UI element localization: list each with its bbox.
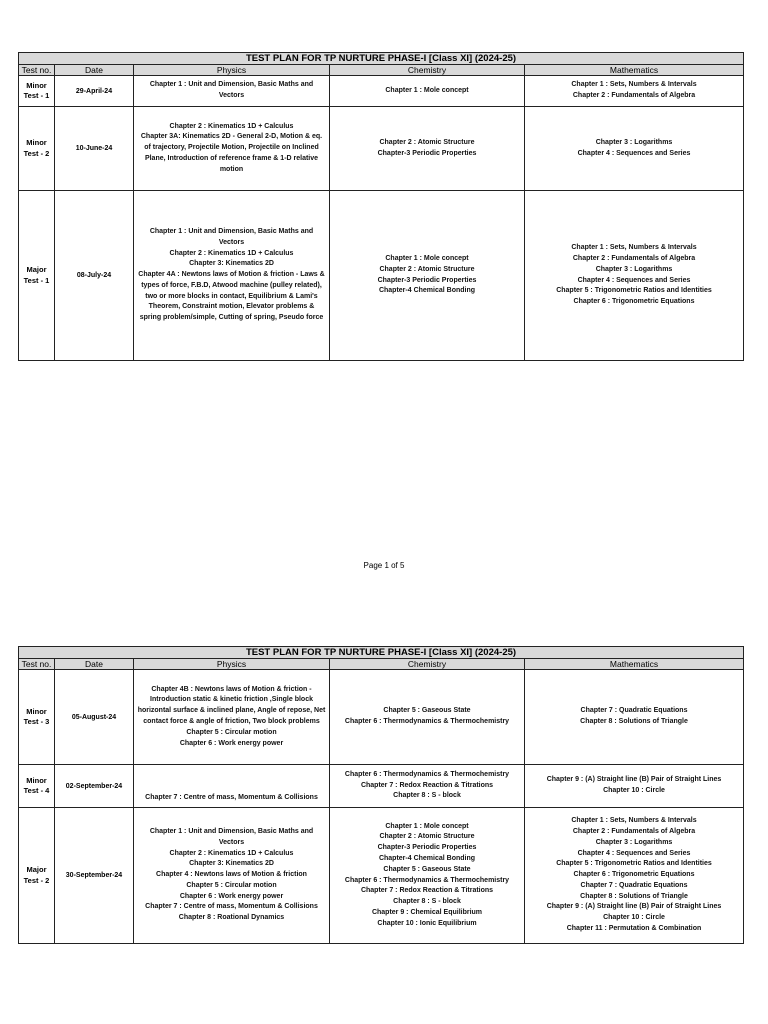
physics-cell <box>134 808 330 944</box>
chapter-line: Chapter 3: Kinematics 2D <box>189 860 274 868</box>
chapter-line: Chapter 2 : Fundamentals of Algebra <box>572 254 696 262</box>
table-row <box>19 76 744 107</box>
header-mathematics: Mathematics <box>525 65 744 76</box>
mathematics-cell <box>525 808 744 944</box>
chapter-line: Chapter 8 : Roational Dynamics <box>178 914 285 922</box>
test-number-line: Major <box>26 265 47 274</box>
chapter-line: Chapter 5 : Circular motion <box>186 881 277 889</box>
mathematics-cell <box>525 76 744 107</box>
test-number-cell <box>19 76 55 107</box>
date-cell: 30-September-24 <box>55 808 134 944</box>
chapter-line: Chapter 4B : Newtons laws of Motion & friction - Introduction static & kinetic friction ,Single block horizontal surface & inclined plane, Angle of repose, Net contact force & angle of friction, Two block problems <box>137 685 326 725</box>
chapter-line: Chapter 8 : S - block <box>393 898 461 906</box>
chapter-line: Chapter 3A: Kinematics 2D - General 2-D, Motion & eq. of trajectory, Projectile Motion, Projectile on Inclined Plane, Introduction of reference frame & 1-D relative motion <box>140 133 323 173</box>
chapter-line: Chapter 3: Kinematics 2D <box>189 260 274 268</box>
date-cell: 05-August-24 <box>55 670 134 765</box>
chemistry-cell <box>330 191 525 361</box>
chapter-line: Chapter 1 : Unit and Dimension, Basic Maths and Vectors <box>149 81 314 99</box>
chapter-line: Chapter 7 : Redox Reaction & Titrations <box>360 781 494 789</box>
chapter-line: Chapter 7 : Quadratic Equations <box>580 881 688 889</box>
table-title: TEST PLAN FOR TP NURTURE PHASE-I [Class XI] (2024-25) <box>19 647 744 659</box>
chemistry-cell <box>330 808 525 944</box>
chapter-line: Chapter 7 : Quadratic Equations <box>580 707 688 715</box>
chapter-line: Chapter 1 : Unit and Dimension, Basic Maths and Vectors <box>149 227 314 246</box>
chapter-line: Chapter 1 : Mole concept <box>385 822 469 830</box>
chapter-line: Chapter-4 Chemical Bonding <box>378 854 476 862</box>
test-number-line: Major <box>26 865 47 874</box>
header-chemistry: Chemistry <box>330 659 525 670</box>
chapter-line: Chapter 2 : Kinematics 1D + Calculus <box>169 122 294 130</box>
chapter-line: Chapter 1 : Mole concept <box>385 86 469 94</box>
chapter-line: Chapter 1 : Mole concept <box>385 254 469 262</box>
chapter-line: Chapter 4A : Newtons laws of Motion & friction - Laws & types of force, F.B.D, Atwood machine (pulley related), two or more blocks in contact, Equilibrium & Lami's Theorem, Constraint motion, Elevator problems & spring problem/simple, Cutting of spring, Pseudo force <box>138 271 325 322</box>
chapter-line: Chapter 6 : Work energy power <box>179 739 284 747</box>
table-row <box>19 765 744 808</box>
chapter-line: Chapter 2 : Atomic Structure <box>379 833 475 841</box>
test-number-line: Minor <box>26 80 47 90</box>
header-mathematics: Mathematics <box>525 659 744 670</box>
chemistry-cell <box>330 76 525 107</box>
chapter-line: Chapter 5 : Gaseous State <box>383 707 471 715</box>
physics-cell <box>134 191 330 361</box>
table-title: TEST PLAN FOR TP NURTURE PHASE-I [Class XI] (2024-25) <box>19 53 744 65</box>
header-physics: Physics <box>134 659 330 670</box>
chapter-line: Chapter 4 : Sequences and Series <box>577 276 691 284</box>
chapter-line: Chapter 8 : S - block <box>393 792 461 800</box>
test-plan-table-2 <box>18 646 744 944</box>
header-date: Date <box>55 659 134 670</box>
mathematics-cell <box>525 765 744 808</box>
header-date: Date <box>55 65 134 76</box>
date-cell: 02-September-24 <box>55 765 134 808</box>
physics-cell <box>134 76 330 107</box>
header-chemistry: Chemistry <box>330 65 525 76</box>
chapter-line: Chapter 1 : Sets, Numbers & Intervals <box>571 817 697 825</box>
chapter-line: Chapter 3 : Logarithms <box>595 838 673 846</box>
test-number-line: Test - 1 <box>23 91 50 100</box>
test-number-line: Minor <box>26 138 47 147</box>
chapter-line: Chapter-3 Periodic Properties <box>377 149 477 157</box>
table-row <box>19 670 744 765</box>
chapter-line: Chapter 4 : Newtons laws of Motion & friction <box>156 871 307 879</box>
chapter-line: Chapter 4 : Sequences and Series <box>577 849 691 857</box>
chapter-line: Chapter 2 : Atomic Structure <box>379 265 475 273</box>
mathematics-cell <box>525 191 744 361</box>
chapter-line: Chapter 3 : Logarithms <box>595 265 673 273</box>
chapter-line: Chapter 9 : (A) Straight line (B) Pair of Straight Lines <box>546 776 722 784</box>
test-number-cell <box>19 107 55 191</box>
chapter-line: Chapter 10 : Circle <box>603 914 665 922</box>
header-physics: Physics <box>134 65 330 76</box>
chapter-line: Chapter 10 : Circle <box>603 787 665 794</box>
test-number-line: Minor <box>26 775 47 785</box>
chapter-line: Chapter-3 Periodic Properties <box>377 276 477 284</box>
chapter-line: Chapter 6 : Trigonometric Equations <box>573 871 695 879</box>
chapter-line: Chapter 2 : Atomic Structure <box>379 138 475 146</box>
test-number-line: Test - 2 <box>23 148 50 158</box>
chapter-line: Chapter 11 : Permutation & Combination <box>566 925 702 933</box>
chapter-line: Chapter 9 : Chemical Equilibrium <box>371 908 483 916</box>
chapter-line: Chapter 6 : Work energy power <box>179 892 284 900</box>
physics-cell <box>134 107 330 191</box>
test-number-line: Test - 1 <box>23 275 50 285</box>
chapter-line: Chapter 7 : Centre of mass, Momentum & Collisions <box>145 903 318 911</box>
page-number: Page 1 of 5 <box>363 561 405 570</box>
page-2-section <box>18 646 743 944</box>
chapter-line: Chapter 5 : Trigonometric Ratios and Identities <box>556 287 712 295</box>
test-plan-table-1 <box>18 52 744 361</box>
mathematics-cell <box>525 107 744 191</box>
chapter-line: Chapter 2 : Fundamentals of Algebra <box>572 827 696 835</box>
chapter-line: Chapter 7 : Centre of mass, Momentum & Collisions <box>145 794 318 802</box>
mathematics-cell <box>525 670 744 765</box>
chapter-line: Chapter-3 Periodic Properties <box>377 844 477 852</box>
test-number-line: Minor <box>26 706 47 716</box>
chapter-line: Chapter 6 : Thermodynamics & Thermochemistry <box>344 770 510 778</box>
table-row <box>19 808 744 944</box>
date-cell: 29-April-24 <box>55 76 134 107</box>
table-row <box>19 107 744 191</box>
chapter-line: Chapter 10 : Ionic Equilibrium <box>377 919 477 927</box>
test-number-line: Test - 3 <box>23 717 50 726</box>
page-1-section <box>18 52 743 361</box>
chapter-line: Chapter 9 : (A) Straight line (B) Pair of Straight Lines <box>546 903 722 911</box>
chapter-line: Chapter 5 : Circular motion <box>186 728 277 736</box>
test-number-line: Test - 2 <box>23 875 50 885</box>
chemistry-cell <box>330 670 525 765</box>
chapter-line: Chapter 1 : Sets, Numbers & Intervals <box>571 81 697 89</box>
chapter-line: Chapter 8 : Solutions of Triangle <box>580 892 688 900</box>
test-number-cell <box>19 191 55 361</box>
chapter-line: Chapter 2 : Fundamentals of Algebra <box>572 92 696 99</box>
date-cell: 08-July-24 <box>55 191 134 361</box>
test-number-cell <box>19 670 55 765</box>
chemistry-cell <box>330 107 525 191</box>
test-number-line: Test - 4 <box>23 786 50 795</box>
test-number-cell <box>19 765 55 808</box>
chapter-line: Chapter 3 : Logarithms <box>595 138 673 146</box>
chapter-line: Chapter 1 : Sets, Numbers & Intervals <box>571 244 697 252</box>
test-number-cell <box>19 808 55 944</box>
table-row <box>19 191 744 361</box>
physics-cell <box>134 670 330 765</box>
chapter-line: Chapter 2 : Kinematics 1D + Calculus <box>169 849 294 857</box>
chapter-line: Chapter 1 : Unit and Dimension, Basic Maths and Vectors <box>149 827 314 846</box>
date-cell: 10-June-24 <box>55 107 134 191</box>
chapter-line: Chapter 7 : Redox Reaction & Titrations <box>360 887 494 895</box>
header-test-no: Test no. <box>19 65 55 76</box>
chapter-line: Chapter 2 : Kinematics 1D + Calculus <box>169 249 294 257</box>
chapter-line: Chapter 6 : Thermodynamics & Thermochemistry <box>344 876 510 884</box>
physics-cell <box>134 765 330 808</box>
chapter-line: Chapter 5 : Trigonometric Ratios and Identities <box>556 860 712 868</box>
chapter-line: Chapter 6 : Thermodynamics & Thermochemistry <box>344 718 510 725</box>
chemistry-cell <box>330 765 525 808</box>
chapter-line: Chapter 4 : Sequences and Series <box>577 149 691 157</box>
chapter-line: Chapter-4 Chemical Bonding <box>378 287 476 295</box>
chapter-line: Chapter 5 : Gaseous State <box>383 865 471 873</box>
chapter-line: Chapter 6 : Trigonometric Equations <box>573 298 695 306</box>
chapter-line: Chapter 8 : Solutions of Triangle <box>580 718 688 725</box>
header-test-no: Test no. <box>19 659 55 670</box>
